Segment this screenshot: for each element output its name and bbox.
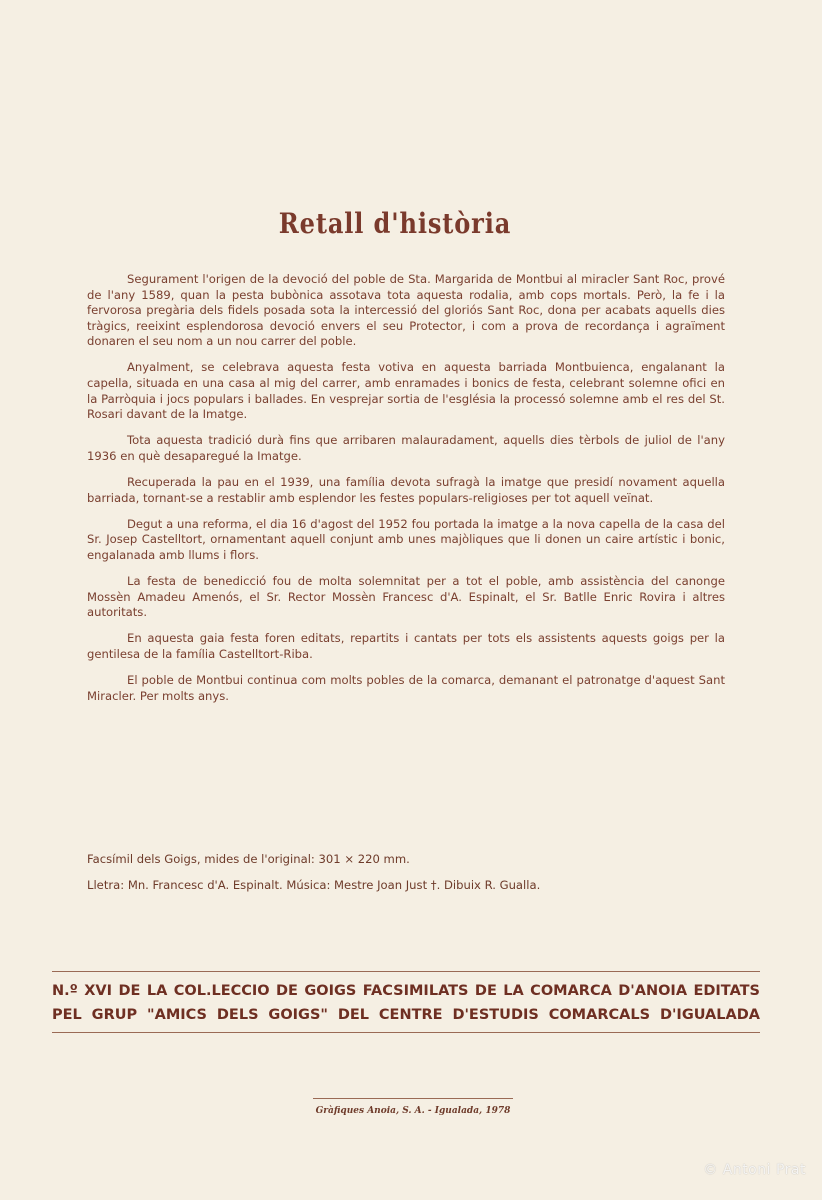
banner-line-2: PEL GRUP "AMICS DELS GOIGS" DEL CENTRE D'ESTUDIS COMARCALS D'IGUALADA bbox=[52, 1007, 760, 1023]
copyright-watermark: © Antoni Prat bbox=[703, 1162, 806, 1178]
paragraph-6: La festa de benedicció fou de molta solemnitat per a tot el poble, amb assistència del canonge Mossèn Amadeu Amenós, el Sr. Rector Mossèn Francesc d'A. Espinalt, el Sr. Batlle Enric Rovira i altres autoritats. bbox=[87, 574, 725, 620]
paragraph-4: Recuperada la pau en el 1939, una família devota sufragà la imatge que presidí novament aquella barriada, tornant-se a restablir amb esplendor les festes populars-religioses per tot aquell veïnat. bbox=[87, 475, 725, 505]
banner-bottom-rule bbox=[52, 1032, 760, 1033]
paragraph-5: Degut a una reforma, el dia 16 d'agost del 1952 fou portada la imatge a la nova capella de la casa del Sr. Josep Castelltort, ornamentant aquell conjunt amb unes majòliques que li donen un caire artístic i bonic, engalanada amb llums i flors. bbox=[87, 516, 725, 562]
printer-rule bbox=[313, 1098, 513, 1099]
paragraph-7: En aquesta gaia festa foren editats, repartits i cantats per tots els assistents aquests goigs per la gentilesa de la família Castelltort-Riba. bbox=[87, 631, 725, 661]
page-title: Retall d'història bbox=[278, 207, 512, 240]
credits bbox=[87, 852, 727, 904]
facsimile-note: Facsímil dels Goigs, mides de l'original: 301 × 220 mm. bbox=[87, 852, 410, 866]
printer-credit: Gràfiques Anoia, S. A. - Igualada, 1978 bbox=[315, 1106, 511, 1116]
paragraph-8: El poble de Montbui continua com molts pobles de la comarca, demanant el patronatge d'aquest Sant Miracler. Per molts anys. bbox=[87, 672, 725, 703]
authors-note: Lletra: Mn. Francesc d'A. Espinalt. Música: Mestre Joan Just †. Dibuix R. Gualla. bbox=[87, 878, 541, 892]
history-text bbox=[87, 272, 725, 715]
paragraph-1: Segurament l'origen de la devoció del poble de Sta. Margarida de Montbui al miracler Sant Roc, prové de l'any 1589, quan la pesta bubònica assotava tota aquesta rodalia, amb cops mortals. Però, la fe i la fervorosa pregària dels fidels posada sota la intercessió del gloriós Sant Roc, dona per acabats aquells dies tràgics, reeixint esplendorosa devoció envers el seu Protector, i com a prova de recordança i agraïment donaren el seu nom a un nou carrer del poble. bbox=[87, 272, 725, 349]
paragraph-2: Anyalment, se celebrava aquesta festa votiva en aquesta barriada Montbuienca, engalanant la capella, situada en una casa al mig del carrer, amb enramades i bonics de festa, celebrant solemne ofici en la Parròquia i jocs populars i ballades. En vesprejar sortia de l'església la processó solemne amb el res del St. Rosari davant de la Imatge. bbox=[87, 360, 725, 422]
paragraph-3: Tota aquesta tradició durà fins que arribaren malauradament, aquells dies tèrbols de juliol de l'any 1936 en què desaparegué la Imatge. bbox=[87, 433, 725, 463]
banner-top-rule bbox=[52, 971, 760, 972]
collection-banner bbox=[52, 979, 760, 1027]
banner-line-1: N.º XVI DE LA COL.LECCIO DE GOIGS FACSIMILATS DE LA COMARCA D'ANOIA EDITATS bbox=[52, 983, 760, 999]
